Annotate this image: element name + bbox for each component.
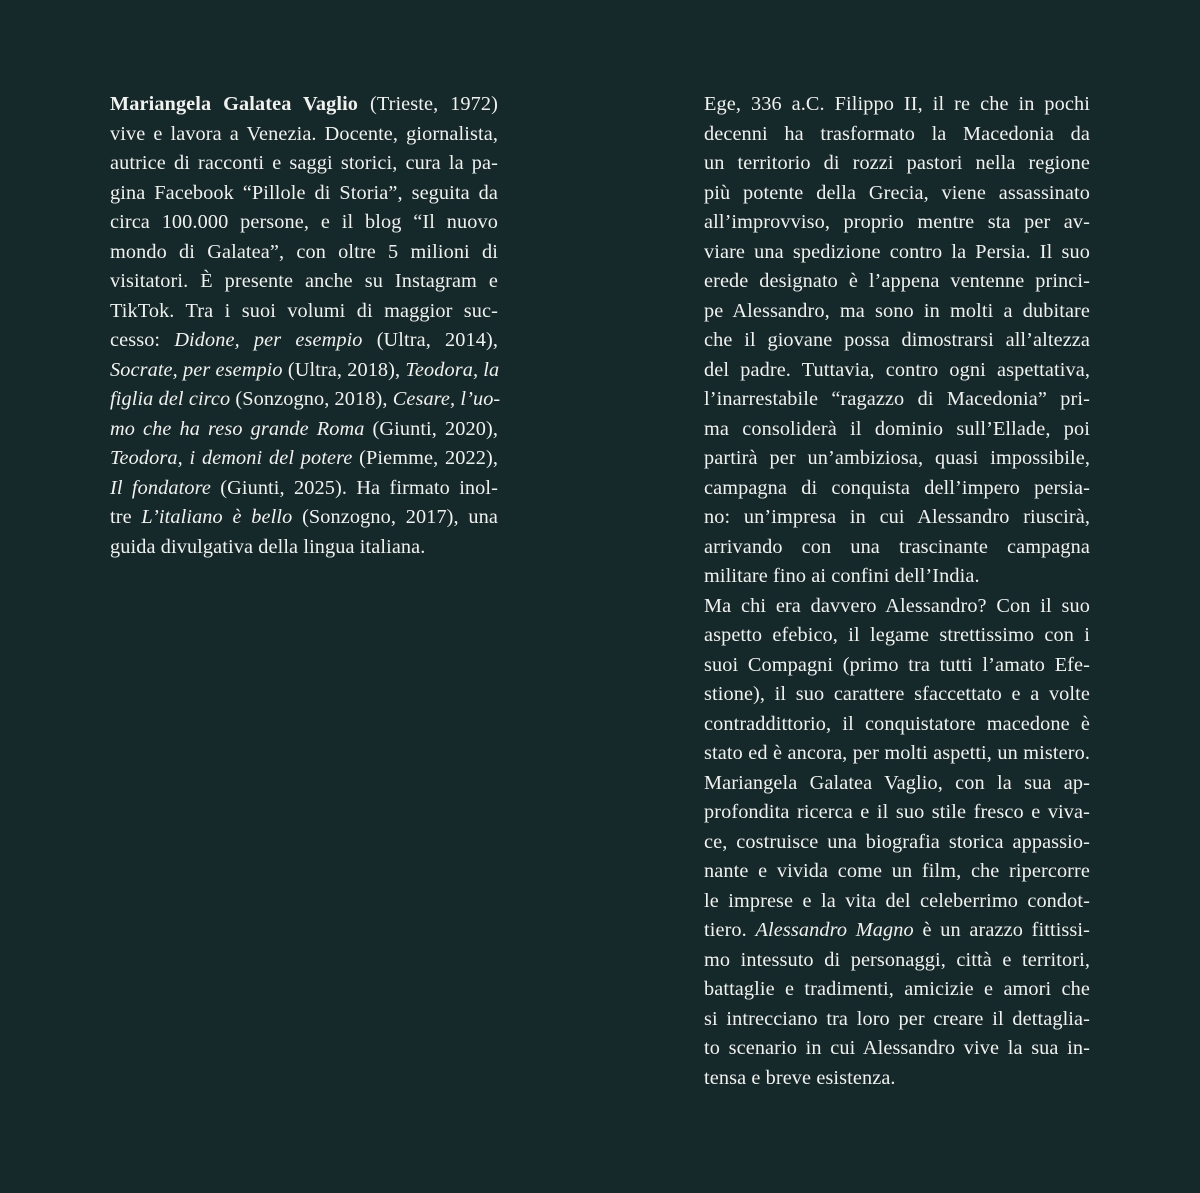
book-title: L’italiano è bello <box>141 506 293 528</box>
text-segment: ma consoliderà il dominio sull’Ellade, poi <box>704 417 1090 440</box>
text-segment: arrivando con una trascinante campagna <box>704 535 1090 558</box>
text-segment: profondita ricerca e il suo stile fresco e viva- <box>704 801 1090 823</box>
text-line <box>704 857 1090 887</box>
text-line <box>704 326 1090 356</box>
text-segment: vive e lavora a Venezia. Docente, giornalista, <box>110 122 498 145</box>
text-segment: cesso: <box>110 329 175 351</box>
text-line <box>704 1034 1090 1064</box>
text-segment: mo intessuto di personaggi, città e territori, <box>704 948 1090 971</box>
text-segment: Ege, 336 a.C. Filippo II, il re che in pochi <box>704 93 1090 115</box>
text-segment: aspetto efebico, il legame strettissimo con i <box>704 624 1090 646</box>
text-line <box>704 297 1090 327</box>
text-line <box>704 651 1090 681</box>
text-line <box>110 326 498 356</box>
text-line <box>110 385 501 415</box>
text-line <box>110 90 498 120</box>
text-segment: stato ed è ancora, per molti aspetti, un mistero. <box>704 742 1090 764</box>
text-line <box>704 533 1090 563</box>
text-segment: circa 100.000 persone, e il blog “Il nuovo <box>110 211 498 233</box>
text-line <box>704 208 1090 238</box>
text-segment: militare fino ai confini dell’India. <box>704 565 980 587</box>
book-title: Il fondatore <box>110 476 211 499</box>
text-segment: nante e vivida come un film, che ripercorre <box>704 860 1090 882</box>
text-line <box>704 680 1090 710</box>
text-segment: to scenario in cui Alessandro vive la sua in- <box>704 1037 1090 1059</box>
text-line <box>704 592 1090 622</box>
book-title: Cesare, l’uo- <box>392 388 501 410</box>
text-segment: del padre. Tuttavia, contro ogni aspettativa, <box>704 358 1090 381</box>
book-title: Teodora, la <box>405 358 500 381</box>
text-segment: campagna di conquista dell’impero persia- <box>704 476 1090 499</box>
text-segment: battaglie e tradimenti, amicizie e amori che <box>704 978 1090 1000</box>
text-line <box>704 975 1090 1005</box>
author-name: Mariangela Galatea Vaglio <box>110 93 359 115</box>
text-line <box>110 179 498 209</box>
book-title: figlia del circo <box>110 388 231 410</box>
text-segment: più potente della Grecia, viene assassinato <box>704 181 1090 204</box>
text-segment: TikTok. Tra i suoi volumi di maggior suc- <box>110 299 498 322</box>
book-title: Alessandro Magno <box>755 919 914 941</box>
text-line <box>704 621 1090 651</box>
text-segment: si intrecciano tra loro per creare il dettaglia- <box>704 1007 1090 1030</box>
text-segment: (Trieste, 1972) <box>358 93 498 115</box>
text-line <box>110 297 498 327</box>
text-line <box>704 444 1090 474</box>
book-title: Socrate, per esempio <box>110 358 283 381</box>
text-segment: l’inarrestabile “ragazzo di Macedonia” pri- <box>704 388 1090 410</box>
text-line <box>704 739 1090 769</box>
text-line <box>110 238 498 268</box>
text-line <box>704 887 1090 917</box>
text-line <box>704 179 1090 209</box>
book-title: Didone, per esempio <box>174 329 363 351</box>
text-line <box>110 503 498 533</box>
text-line <box>704 562 1090 592</box>
text-line <box>704 415 1090 445</box>
text-line <box>110 120 498 150</box>
text-line <box>704 90 1090 120</box>
text-line <box>704 356 1090 386</box>
text-line <box>704 828 1090 858</box>
text-line <box>110 474 498 504</box>
text-line <box>110 356 498 386</box>
text-segment: (Ultra, 2018), <box>282 358 406 381</box>
text-segment: è un arazzo fittissi- <box>913 919 1091 941</box>
text-segment: (Giunti, 2020), <box>364 417 498 440</box>
text-line <box>110 267 498 297</box>
text-line <box>704 267 1090 297</box>
text-segment: erede designato è l’appena ventenne princi- <box>704 270 1090 292</box>
book-blurb <box>704 90 1090 1093</box>
text-segment: pe Alessandro, ma sono in molti a dubitare <box>704 299 1090 322</box>
text-segment: (Sonzogno, 2017), una <box>292 506 498 528</box>
text-line <box>704 798 1090 828</box>
text-line <box>704 769 1090 799</box>
text-segment: Ma chi era davvero Alessandro? Con il suo <box>704 594 1090 617</box>
text-segment: (Ultra, 2014), <box>362 329 499 351</box>
text-line <box>110 415 498 445</box>
text-line <box>704 120 1090 150</box>
text-segment: (Piemme, 2022), <box>352 447 498 469</box>
text-segment: Mariangela Galatea Vaglio, con la sua ap- <box>704 771 1090 794</box>
text-segment: che il giovane possa dimostrarsi all’altezza <box>704 329 1090 351</box>
text-line <box>110 208 498 238</box>
text-line <box>704 916 1090 946</box>
text-segment: un territorio di rozzi pastori nella regione <box>704 152 1090 174</box>
text-segment: gina Facebook “Pillole di Storia”, seguita da <box>110 181 498 204</box>
text-line <box>704 503 1090 533</box>
text-segment: autrice di racconti e saggi storici, cura la pa- <box>110 152 498 174</box>
text-line <box>110 444 498 474</box>
text-line <box>110 149 498 179</box>
text-segment: decenni ha trasformato la Macedonia da <box>704 122 1090 145</box>
text-segment: partirà per un’ambiziosa, quasi impossibile, <box>704 447 1090 469</box>
text-segment: suoi Compagni (primo tra tutti l’amato Efe- <box>704 653 1090 676</box>
text-segment: (Sonzogno, 2018), <box>230 388 393 410</box>
text-line <box>704 385 1090 415</box>
text-segment: ce, costruisce una biografia storica appassio- <box>704 830 1090 853</box>
text-segment: contraddittorio, il conquistatore macedone è <box>704 712 1090 735</box>
text-line <box>704 149 1090 179</box>
text-segment: tiero. <box>704 919 756 941</box>
text-segment: no: un’impresa in cui Alessandro riuscirà, <box>704 506 1090 528</box>
text-segment: visitatori. È presente anche su Instagram e <box>110 270 498 292</box>
text-segment: le imprese e la vita del celeberrimo condot- <box>704 889 1090 912</box>
text-segment: mondo di Galatea”, con oltre 5 milioni di <box>110 240 498 263</box>
text-line <box>704 474 1090 504</box>
book-title: mo che ha reso grande Roma <box>110 417 365 440</box>
text-line <box>704 710 1090 740</box>
text-segment: (Giunti, 2025). Ha firmato inol- <box>210 476 498 499</box>
text-line <box>704 238 1090 268</box>
text-line <box>704 946 1090 976</box>
text-line <box>110 533 498 563</box>
text-line <box>704 1064 1090 1094</box>
text-segment: guida divulgativa della lingua italiana. <box>110 535 426 558</box>
text-line <box>704 1005 1090 1035</box>
author-bio <box>110 90 501 562</box>
text-segment: tensa e breve esistenza. <box>704 1066 896 1089</box>
text-segment: tre <box>110 506 142 528</box>
book-title: Teodora, i demoni del potere <box>110 447 353 469</box>
text-segment: stione), il suo carattere sfaccettato e a volte <box>704 683 1090 705</box>
text-segment: viare una spedizione contro la Persia. Il suo <box>704 240 1090 263</box>
text-segment: all’improvviso, proprio mentre sta per av- <box>704 211 1090 233</box>
